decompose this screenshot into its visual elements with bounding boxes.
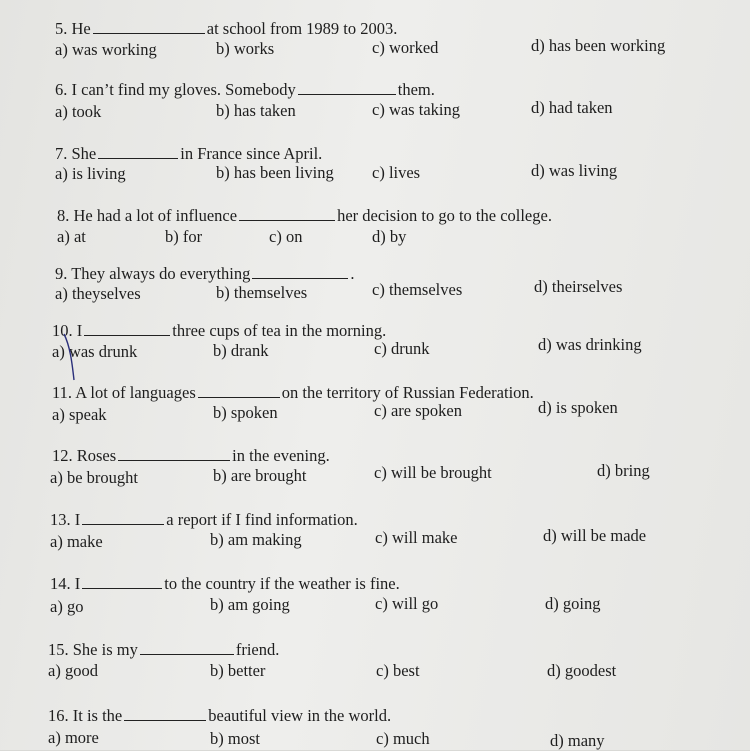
option-d[interactable]: d) had taken [531, 98, 613, 117]
option-c[interactable]: c) drunk [374, 339, 430, 358]
question-5 [0, 0, 750, 60]
question-stem-end: . [350, 264, 355, 283]
answer-blank [84, 321, 170, 336]
option-d[interactable]: d) by [372, 227, 407, 246]
option-a[interactable]: a) make [50, 532, 103, 551]
answer-blank [140, 640, 234, 655]
option-a[interactable]: a) was working [55, 40, 157, 59]
answer-blank [298, 80, 396, 95]
question-stem: 7. She [55, 144, 97, 163]
question-stem-end: in France since April. [180, 144, 323, 163]
question-stem-end: them. [397, 80, 435, 99]
option-a[interactable]: a) took [55, 102, 102, 121]
option-d[interactable]: d) going [545, 594, 601, 613]
option-c[interactable]: c) are spoken [374, 401, 462, 420]
option-a[interactable]: a) good [48, 661, 98, 680]
option-b[interactable]: b) for [165, 227, 203, 246]
option-c[interactable]: c) was taking [372, 100, 460, 119]
option-b[interactable]: b) drank [213, 341, 269, 360]
question-stem-end: her decision to go to the college. [337, 206, 552, 225]
option-c[interactable]: c) will go [375, 594, 439, 613]
question-stem: 13. I [50, 510, 81, 529]
option-a[interactable]: a) at [57, 227, 86, 246]
question-stem-end: a report if I find information. [166, 510, 358, 529]
answer-blank [198, 383, 280, 398]
option-c[interactable]: c) much [376, 729, 430, 748]
option-c[interactable]: c) best [376, 661, 420, 680]
option-b[interactable]: b) better [210, 661, 266, 680]
question-stem-end: to the country if the weather is fine. [164, 574, 400, 593]
option-d[interactable]: d) goodest [547, 661, 617, 680]
option-b[interactable]: b) themselves [216, 283, 308, 302]
question-stem-end: friend. [235, 640, 280, 659]
option-a[interactable]: a) was drunk [52, 342, 138, 361]
question-stem: 14. I [50, 574, 81, 593]
option-c[interactable]: c) will be brought [374, 463, 492, 482]
question-stem-end: at school from 1989 to 2003. [206, 19, 398, 38]
question-stem: 6. I can’t find my gloves. Somebody [55, 80, 296, 99]
option-b[interactable]: b) am making [210, 530, 302, 549]
option-b[interactable]: b) spoken [213, 403, 278, 422]
option-a[interactable]: a) theyselves [55, 284, 141, 303]
question-stem: 5. He [55, 19, 91, 38]
option-b[interactable]: b) are brought [213, 466, 307, 485]
option-a[interactable]: a) speak [52, 405, 107, 424]
option-d[interactable]: d) was drinking [538, 335, 642, 354]
question-stem: 10. I [52, 321, 83, 340]
option-a[interactable]: a) is living [55, 164, 126, 183]
option-d[interactable]: d) many [550, 731, 605, 750]
option-c[interactable]: c) on [269, 227, 303, 246]
option-b[interactable]: b) has been living [216, 163, 334, 182]
question-stem-end: on the territory of Russian Federation. [281, 383, 534, 402]
option-a[interactable]: a) be brought [50, 468, 138, 487]
question-stem: 12. Roses [52, 446, 117, 465]
question-stem-end: beautiful view in the world. [208, 706, 392, 725]
option-d[interactable]: d) has been working [531, 36, 666, 55]
answer-blank [252, 264, 348, 279]
option-c[interactable]: c) worked [372, 38, 439, 57]
answer-blank [98, 144, 178, 159]
option-a[interactable]: a) go [50, 597, 84, 616]
answer-blank [82, 510, 164, 525]
answer-blank [239, 206, 335, 221]
answer-blank [124, 706, 206, 721]
option-c[interactable]: c) themselves [372, 280, 463, 299]
option-d[interactable]: d) bring [597, 461, 650, 480]
question-stem: 16. It is the [48, 706, 123, 725]
option-d[interactable]: d) theirselves [534, 277, 623, 296]
question-stem-end: in the evening. [232, 446, 330, 465]
option-c[interactable]: c) will make [375, 528, 458, 547]
answer-blank [82, 574, 162, 589]
option-d[interactable]: d) was living [531, 161, 618, 180]
option-b[interactable]: b) works [216, 39, 275, 58]
question-stem: 15. She is my [48, 640, 138, 659]
option-b[interactable]: b) has taken [216, 101, 296, 120]
option-d[interactable]: d) is spoken [538, 398, 618, 417]
option-a[interactable]: a) more [48, 728, 99, 747]
option-d[interactable]: d) will be made [543, 526, 647, 545]
question-stem: 9. They always do everything [55, 264, 251, 283]
option-b[interactable]: b) most [210, 729, 260, 748]
pen-mark [60, 332, 78, 384]
option-b[interactable]: b) am going [210, 595, 290, 614]
answer-blank [93, 19, 205, 34]
question-stem-end: three cups of tea in the morning. [172, 321, 387, 340]
question-stem: 11. A lot of languages [52, 383, 196, 402]
answer-blank [118, 446, 230, 461]
option-c[interactable]: c) lives [372, 163, 421, 182]
question-stem: 8. He had a lot of influence [57, 206, 238, 225]
